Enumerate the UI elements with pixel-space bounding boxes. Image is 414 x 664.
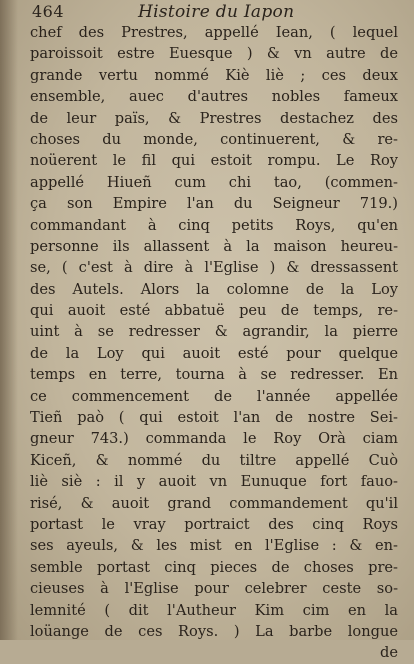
text-line: ça son Empire l'an du Seigneur 719.)	[30, 195, 398, 213]
text-line: ce commencement de l'année appellée	[30, 387, 398, 405]
text-line: cieuses à l'Eglise pour celebrer ceste so-	[30, 580, 398, 598]
catchword: de	[380, 644, 398, 662]
text-line: grande vertu nommé Kiè liè ; ces deux	[30, 66, 398, 84]
page-number: 464	[32, 2, 65, 21]
text-line: des Autels. Alors la colomne de la Loy	[30, 280, 398, 298]
text-line: lemnité ( dit l'Autheur Kim cim en la	[30, 601, 398, 619]
text-line: gneur 743.) commanda le Roy Orà ciam	[30, 430, 398, 448]
text-line: liè siè : il y auoit vn Eunuque fort fauo-	[30, 473, 398, 491]
text-line: noüerent le fil qui estoit rompu. Le Roy	[30, 152, 398, 170]
text-line: Kiceñ, & nommé du tiltre appellé Cuò	[30, 451, 398, 469]
text-line: ensemble, auec d'autres nobles fameux	[30, 88, 398, 106]
text-line: personne ils allassent à la maison heureu-	[30, 237, 398, 255]
text-line: se, ( c'est à dire à l'Eglise ) & dressassent	[30, 259, 398, 277]
text-line: de la Loy qui auoit esté pour quelque	[30, 344, 398, 362]
text-line: choses du monde, continuerent, & re-	[30, 130, 398, 148]
text-line: appellé Hiueñ cum chi tao, (commen-	[30, 173, 398, 191]
text-line: qui auoit esté abbatuë peu de temps, re-	[30, 302, 398, 320]
running-head	[32, 2, 402, 24]
text-line: ses ayeuls, & les mist en l'Eglise : & en-	[30, 537, 398, 555]
text-line: semble portast cinq pieces de choses pre-	[30, 558, 398, 576]
text-line: Tieñ paò ( qui estoit l'an de nostre Sei-	[30, 409, 398, 427]
running-title: Histoire du Iapon	[138, 2, 295, 22]
text-line: paroissoit estre Euesque ) & vn autre de	[30, 45, 398, 63]
text-line: temps en terre, tourna à se redresser. En	[30, 366, 398, 384]
text-line: risé, & auoit grand commandement qu'il	[30, 494, 398, 512]
body-text	[30, 22, 398, 664]
text-line: uint à se redresser & agrandir, la pierre	[30, 323, 398, 341]
text-line: chef des Prestres, appellé Iean, ( lequel	[30, 24, 398, 41]
text-line: commandant à cinq petits Roys, qu'en	[30, 216, 398, 234]
text-line: loüange de ces Roys. ) La barbe longue	[30, 622, 398, 640]
text-line: portast le vray portraict des cinq Roys	[30, 515, 398, 533]
text-line: de leur païs, & Prestres destachez des	[30, 109, 398, 127]
